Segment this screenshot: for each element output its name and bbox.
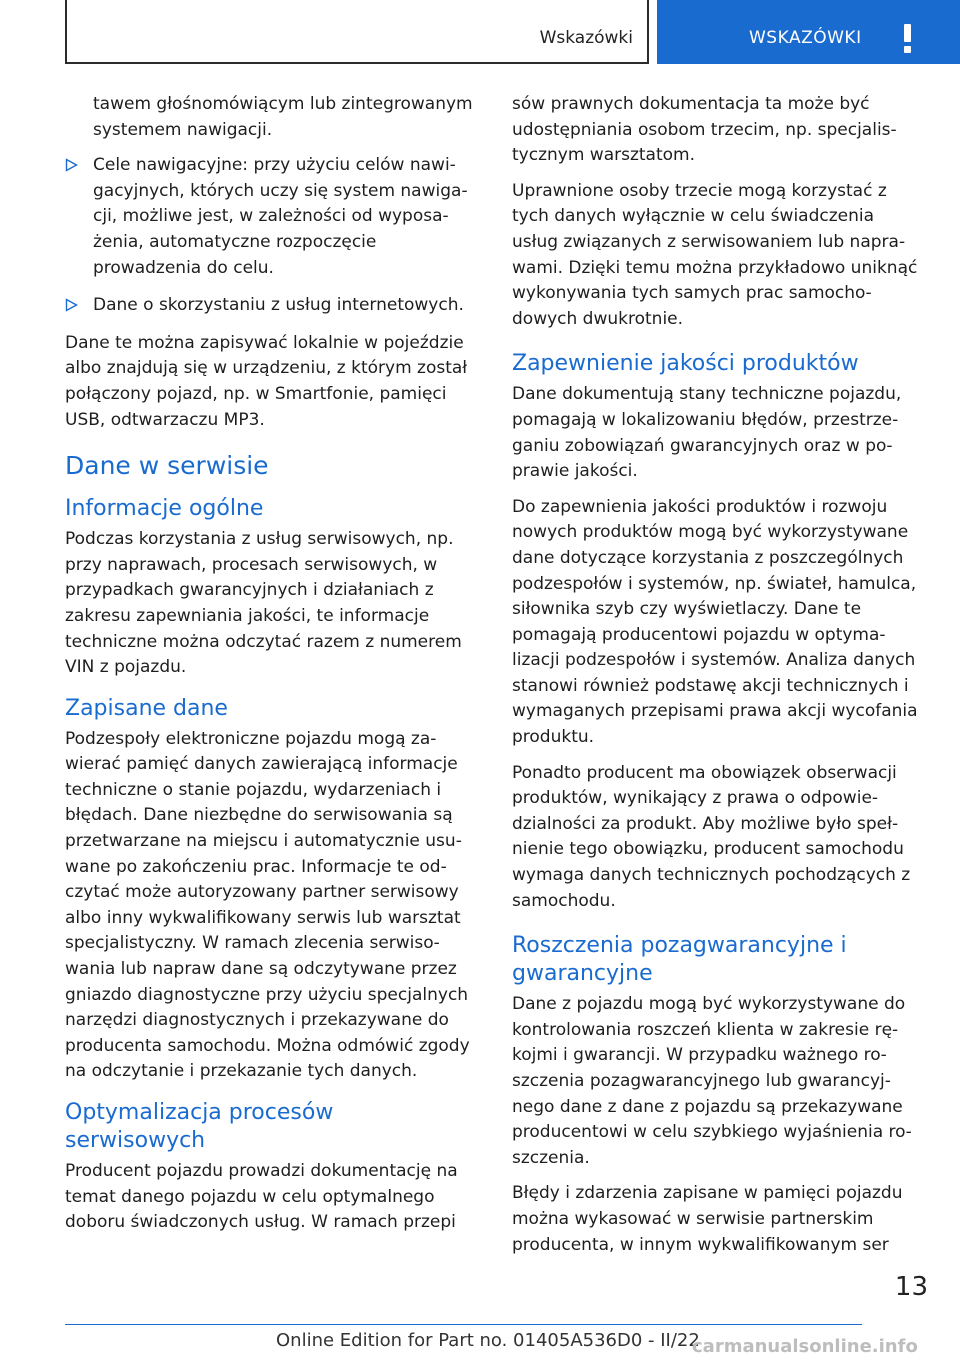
subheading-warranty-claims: Roszczenia pozagwarancyjne i gwarancyjne: [512, 933, 847, 987]
header-tab: [657, 0, 960, 64]
footer-edition: Online Edition for Part no. 01405A536D0 - II/22: [276, 1330, 700, 1351]
paragraph-stored-data: Podzespoły elektroniczne pojazdu mogą zawierać pamięć danych zawierającą informacje techniczne o stanie pojazdu, wydarzeniach i błędach. Dane niezbędne do serwisowania są przetwarzane na miejscu i automatycznie usuwane po zakończeniu prac. Informacje te odczytać może autoryzowany partner serwisowy albo inny wykwalifikowany serwis lub warsztat specjalistyczny. W ramach zlecenia serwisowania lub napraw dane są odczytywane przez gniazdo diagnostyczne przy użyciu specjalnych narzędzi diagnostycznych i przekazywane do producenta samochodu. Można odmówić zgody na odczytanie i przekazanie tych danych.: [65, 728, 470, 1082]
intro-continuation: tawem głośnomówiącym lub zintegrowanym systemem nawigacji.: [93, 94, 473, 140]
subheading-general: Informacje ogólne: [65, 496, 264, 522]
paragraph-quality-1: Dane dokumentują stany techniczne pojazdu, pomagają w lokalizowaniu błędów, przestrzeganiu zobowiązań gwarancyjnych oraz w poprawie jakości.: [512, 384, 902, 482]
triangle-bullet-icon: [65, 158, 78, 172]
watermark: carmanualsonline.info: [692, 1336, 918, 1357]
paragraph-service-optimization: Producent pojazdu prowadzi dokumentację na temat danego pojazdu w celu optymalnego doboru świadczonych usług. W ramach przepi: [65, 1161, 458, 1233]
triangle-bullet-icon: [65, 298, 78, 312]
paragraph-storage: Dane te można zapisywać lokalnie w pojeździe albo znajdują się w urządzeniu, z którym został połączony pojazd, np. w Smartfonie, pamięci USB, odtwarzaczu MP3.: [65, 332, 468, 430]
subheading-product-quality: Zapewnienie jakości produktów: [512, 351, 859, 377]
list-item-text: Dane o skorzystaniu z usług internetowych.: [93, 295, 464, 316]
header-frame: [65, 0, 649, 64]
list-item: [65, 153, 477, 281]
left-column: [65, 92, 477, 1246]
footer-divider: [65, 1324, 862, 1325]
page-number: 13: [894, 1272, 928, 1302]
paragraph-warranty-1: Dane z pojazdu mogą być wykorzystywane do kontrolowania roszczeń klienta w zakresie rękojmi i gwarancji. W przypadku ważnego roszczenia pozagwarancyjnego lub gwarancyjnego dane z dane z pojazdu są przekazywane producentowi w celu szybkiego wyjaśnienia roszczenia.: [512, 994, 912, 1168]
paragraph-warranty-2: Błędy i zdarzenia zapisane w pamięci pojazdu można wykasować w serwisie partnerskim producenta, w innym wykwalifikowanym ser: [512, 1183, 903, 1255]
list-item-text: Cele nawigacyjne: przy użyciu celów nawigacyjnych, których uczy się system nawigacji, możliwe jest, w zależności od wyposażenia, automatyczne rozpoczęcie prowadzenia do celu.: [93, 155, 468, 278]
subheading-stored-data: Zapisane dane: [65, 695, 228, 721]
right-column: [512, 92, 924, 1268]
header-tab-label: WSKAZÓWKI: [749, 28, 862, 48]
paragraph-general: Podczas korzystania z usług serwisowych, np. przy naprawach, procesach serwisowych, w przypadkach gwarancyjnych i działaniach z zakresu zapewniania jakości, te informacje techniczne można odczytać razem z numerem VIN z pojazdu.: [65, 529, 462, 678]
paragraph-legal-continuation: sów prawnych dokumentacja ta może być udostępniania osobom trzecim, np. specjalistycznym warsztatom.: [512, 94, 897, 166]
section-title-service: Dane w serwisie: [65, 451, 269, 481]
header-section-label: Wskazówki: [539, 28, 633, 48]
list-item: [65, 293, 477, 319]
exclamation-icon: [899, 22, 919, 54]
subheading-service-optimization: Optymalizacja procesów serwisowych: [65, 1100, 334, 1153]
paragraph-third-parties: Uprawnione osoby trzecie mogą korzystać z tych danych wyłącznie w celu świadczenia usług związanych z serwisowaniem lub naprawami. Dzięki temu można przykładowo uniknąć wykonywania tych samych prac samochodowych dwukrotnie.: [512, 180, 918, 329]
paragraph-quality-3: Ponadto producent ma obowiązek obserwacji produktów, wynikający z prawa o odpowiedzialności za produkt. Aby możliwe było spełnienie tego obowiązku, producent samochodu wymaga danych technicznych pochodzących z samochodu.: [512, 762, 911, 911]
paragraph-quality-2: Do zapewnienia jakości produktów i rozwoju nowych produktów mogą być wykorzystywane dane dotyczące korzystania z poszczególnych podzespołów i systemów, np. świateł, hamulca, siłownika szyb czy wyświetlaczy. Dane te pomagają producentowi pojazdu w optymalizacji podzespołów i systemów. Analiza danych stanowi również podstawę akcji technicznych i wymaganych przepisami prawa akcji wycofania produktu.: [512, 496, 918, 748]
